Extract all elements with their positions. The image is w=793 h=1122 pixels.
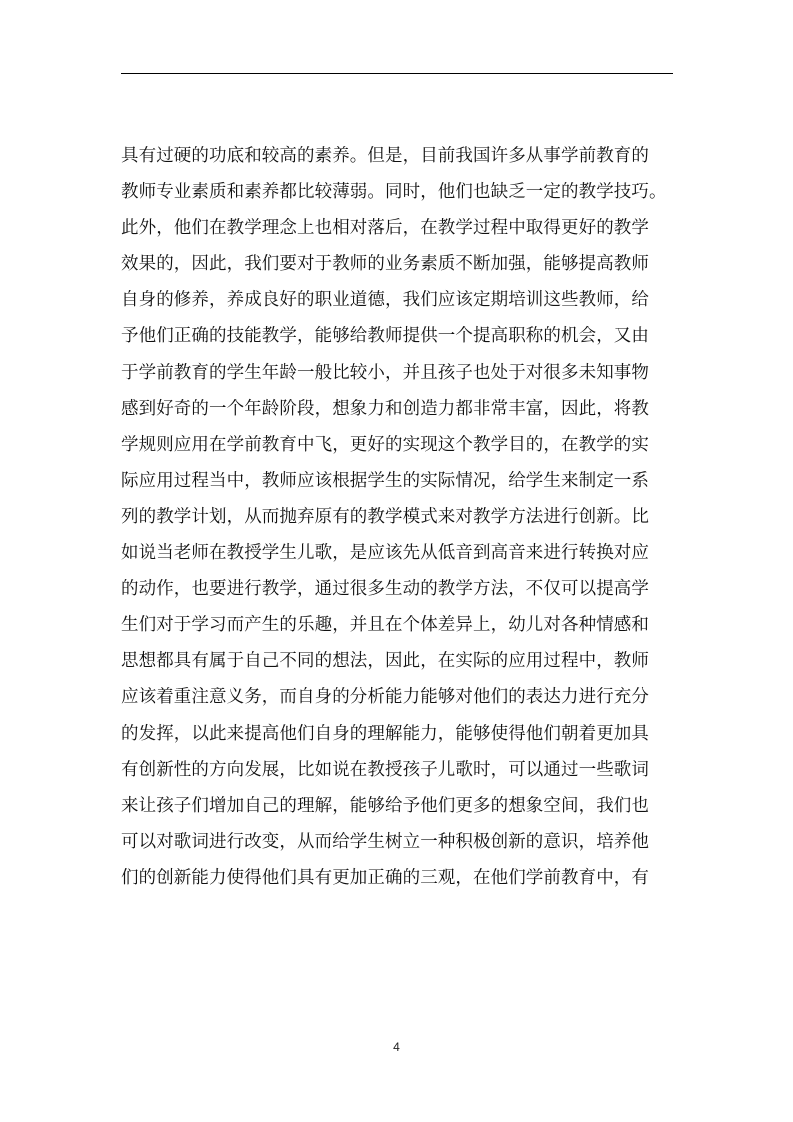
text-line: 应该着重注意义务，而自身的分析能力能够对他们的表达力进行充分 <box>121 687 649 708</box>
text-line: 具有过硬的功底和较高的素养。但是，目前我国许多从事学前教育的 <box>121 146 649 166</box>
page-number: 4 <box>393 1040 400 1054</box>
text-line: 生们对于学习而产生的乐趣，并且在个体差异上，幼儿对各种情感和 <box>121 615 649 636</box>
text-line: 如说当老师在教授学生儿歌，是应该先从低音到高音来进行转换对应 <box>121 543 649 564</box>
text-line: 的发挥，以此来提高他们自身的理解能力，能够使得他们朝着更加具 <box>121 723 649 744</box>
text-line: 教师专业素质和素养都比较薄弱。同时，他们也缺乏一定的教学技巧。 <box>121 182 667 203</box>
text-line: 列的教学计划，从而抛弃原有的教学模式来对教学方法进行创新。比 <box>121 506 649 527</box>
body-paragraph <box>121 138 681 896</box>
text-line: 此外，他们在教学理念上也相对落后，在教学过程中取得更好的教学 <box>121 218 649 239</box>
text-line: 予他们正确的技能教学，能够给教师提供一个提高职称的机会，又由 <box>121 326 649 347</box>
text-line: 们的创新能力使得他们具有更加正确的三观，在他们学前教育中，有 <box>121 867 649 888</box>
header-rule <box>121 73 673 74</box>
text-line: 自身的修养，养成良好的职业道德，我们应该定期培训这些教师，给 <box>121 290 649 311</box>
text-line: 可以对歌词进行改变，从而给学生树立一种积极创新的意识，培养他 <box>121 831 649 852</box>
text-line: 来让孩子们增加自己的理解，能够给予他们更多的想象空间，我们也 <box>121 795 649 816</box>
text-line: 学规则应用在学前教育中飞，更好的实现这个教学目的，在教学的实 <box>121 434 649 455</box>
text-line: 有创新性的方向发展，比如说在教授孩子儿歌时，可以通过一些歌词 <box>121 759 649 780</box>
text-line: 思想都具有属于自己不同的想法，因此，在实际的应用过程中，教师 <box>121 651 649 672</box>
text-line: 效果的，因此，我们要对于教师的业务素质不断加强，能够提高教师 <box>121 254 649 275</box>
text-line: 的动作，也要进行教学，通过很多生动的教学方法，不仅可以提高学 <box>121 579 649 600</box>
text-line: 于学前教育的学生年龄一般比较小，并且孩子也处于对很多未知事物 <box>121 362 649 383</box>
text-line: 际应用过程当中，教师应该根据学生的实际情况，给学生来制定一系 <box>121 470 649 491</box>
text-line: 感到好奇的一个年龄阶段，想象力和创造力都非常丰富，因此，将教 <box>121 398 649 419</box>
